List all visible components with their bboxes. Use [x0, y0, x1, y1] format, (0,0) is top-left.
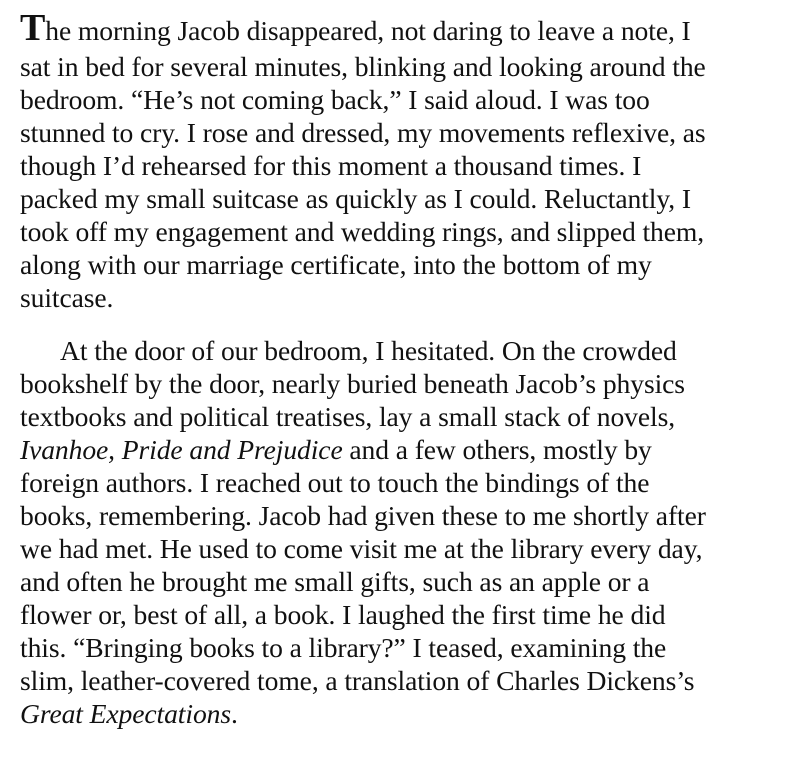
text-line: suitcase.: [20, 282, 114, 313]
text-line: though I’d rehearsed for this moment a thousand times. I: [20, 150, 642, 181]
text-line: textbooks and political treatises, lay a small stack of novels,: [20, 401, 676, 432]
text-line: books, remembering. Jacob had given these to me shortly after: [20, 500, 706, 531]
text-line: [20, 433, 778, 466]
text-line: [20, 697, 778, 730]
text-line: sat in bed for several minutes, blinking and looking around the: [20, 51, 706, 82]
text-line: along with our marriage certificate, into the bottom of my: [20, 249, 652, 280]
text-line: bedroom. “He’s not coming back,” I said aloud. I was too: [20, 84, 650, 115]
text-line: slim, leather-covered tome, a translation of Charles Dickens’s: [20, 665, 695, 696]
paragraph-1: [20, 0, 778, 314]
drop-cap: T: [20, 7, 46, 49]
text-line-content: he morning Jacob disappeared, not daring to leave a note, I: [45, 15, 691, 46]
text-line: took off my engagement and wedding rings, and slipped them,: [20, 216, 705, 247]
text-line: this. “Bringing books to a library?” I teased, examining the: [20, 632, 667, 663]
text-line: packed my small suitcase as quickly as I could. Reluctantly, I: [20, 183, 691, 214]
text-line: [20, 7, 778, 50]
text-line: At the door of our bedroom, I hesitated. On the crowded: [60, 335, 677, 366]
text-line: flower or, best of all, a book. I laughed the first time he did: [20, 599, 666, 630]
paragraph-2: [20, 334, 778, 730]
book-title-italic: Ivanhoe, Pride and Prejudice: [20, 434, 343, 465]
book-title-italic: Great Expectations: [20, 698, 231, 729]
text-line: we had met. He used to come visit me at the library every day,: [20, 533, 703, 564]
text-line: foreign authors. I reached out to touch the bindings of the: [20, 467, 650, 498]
text-line: and often he brought me small gifts, such as an apple or a: [20, 566, 650, 597]
text-line: bookshelf by the door, nearly buried beneath Jacob’s physics: [20, 368, 685, 399]
text-line-rest: and a few others, mostly by: [342, 434, 652, 465]
text-line: stunned to cry. I rose and dressed, my movements reflexive, as: [20, 117, 706, 148]
text-line-rest: .: [230, 698, 238, 729]
